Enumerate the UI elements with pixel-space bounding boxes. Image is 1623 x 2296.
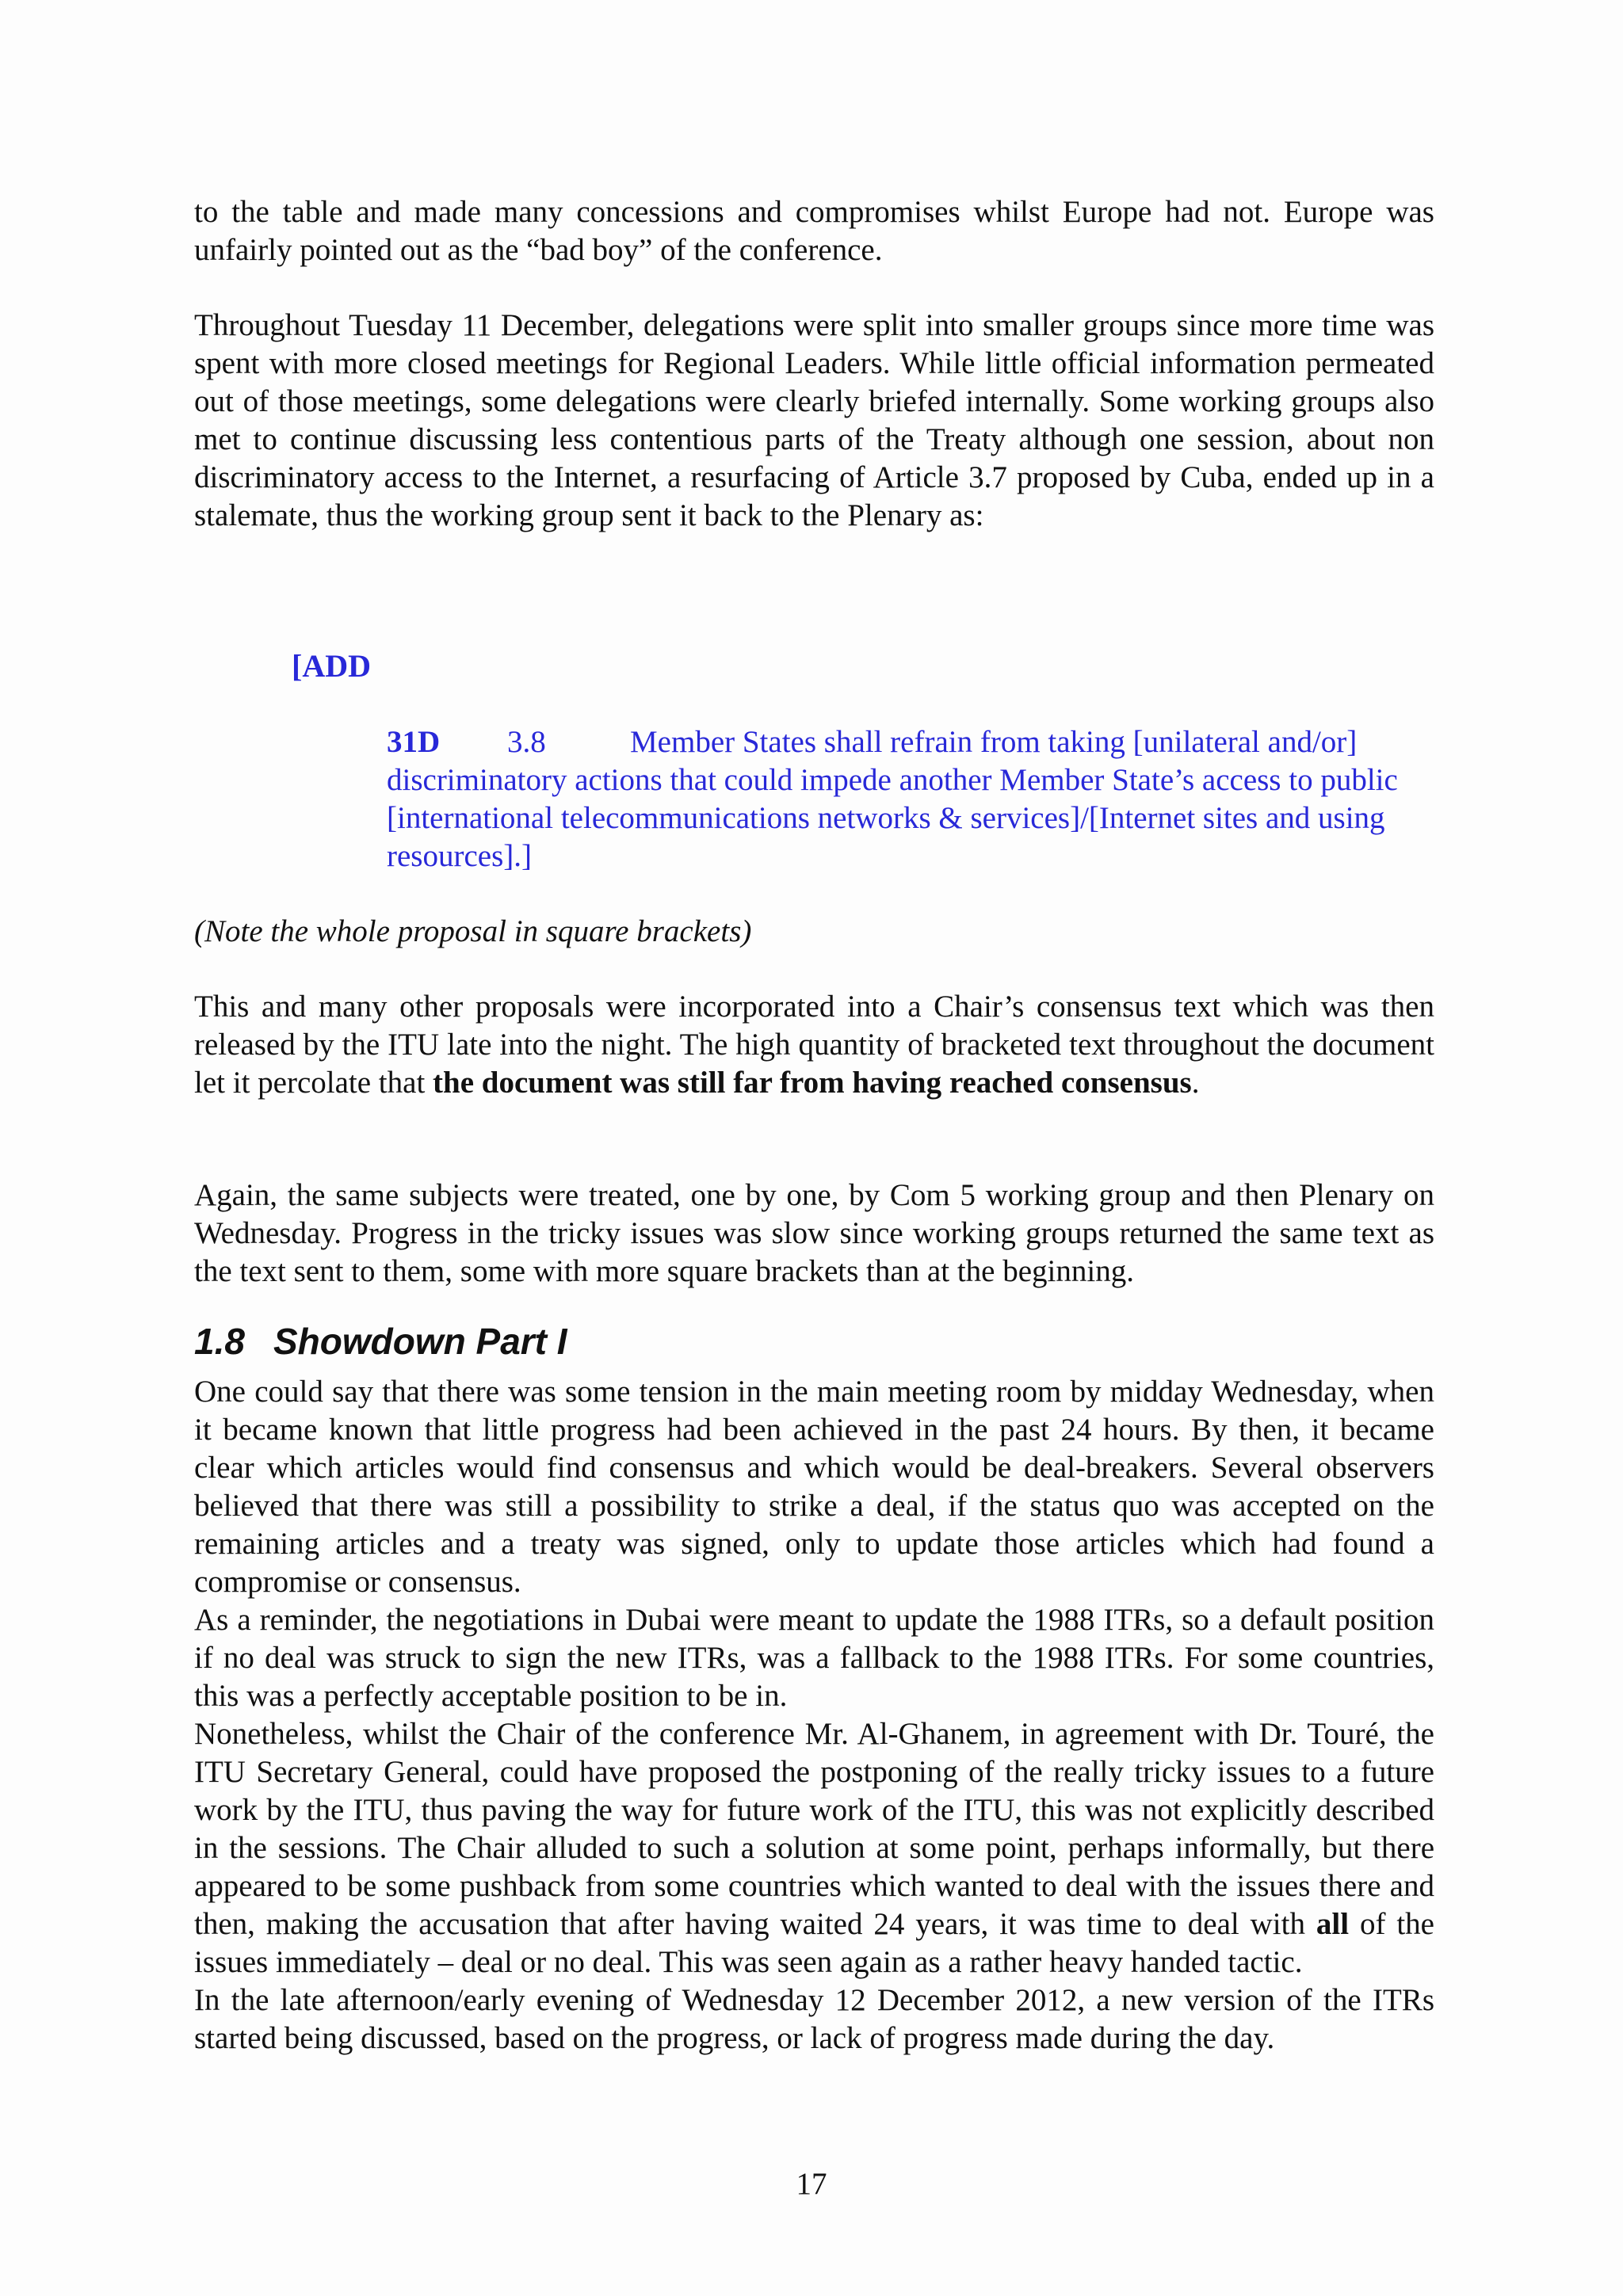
paragraph-text: . (1191, 1066, 1200, 1100)
proposal-provision (387, 723, 1409, 875)
section-heading (194, 1319, 567, 1363)
paragraph-text: Nonetheless, whilst the Chair of the conference Mr. Al-Ghanem, in agreement with Dr. Touré, the ITU Secretary General, could have proposed the postponing of the really tricky issues to a future work by the ITU, thus paving the way for future work of the ITU, this was not explicitly described in the sessions. The Chair alluded to such a solution at some point, perhaps informally, but there appeared to be some pushback from some countries which wanted to deal with the issues there and then, making the accusation that after having waited 24 years, it was time to deal with (194, 1717, 1434, 1941)
paragraph-text: This and many other proposals were incorporated into a Chair’s consensus text which was then released by the ITU late into the night. The high quantity of bracketed text throughout the document let it percolate that (194, 990, 1434, 1100)
paragraph-wednesday-progress: Again, the same subjects were treated, one by one, by Com 5 working group and then Plenary on Wednesday. Progress in the tricky issues was slow since working groups returned the same text as the text sent to them, some with more square brackets than at the beginning. (194, 1178, 1434, 1288)
section-number: 1.8 (194, 1321, 245, 1362)
emphasis-text: the document was still far from having reached consensus (433, 1066, 1192, 1100)
proposal-add-tag: [ADD (292, 648, 371, 684)
paragraph-tension: One could say that there was some tension in the main meeting room by midday Wednesday, when it became known that little progress had been achieved in the past 24 hours. By then, it became clear which articles would find consensus and which would be deal-breakers. Several observers believed that there was still a possibility to strike a deal, if the status quo was accepted on the remaining articles and a treaty was signed, only to update those articles which had found a compromise or consensus. (194, 1375, 1434, 1599)
paragraph-tuesday-meetings: Throughout Tuesday 11 December, delegations were split into smaller groups since more time was spent with more closed meetings for Regional Leaders. While little official information permeated out of those meetings, some delegations were clearly briefed internally. Some working groups also met to continue discussing less contentious parts of the Treaty although one session, about non discriminatory access to the Internet, a resurfacing of Article 3.7 proposed by Cuba, ended up in a stalemate, thus the working group sent it back to the Plenary as: (194, 308, 1434, 532)
paragraph-intro: to the table and made many concessions and compromises whilst Europe had not. Europe was unfairly pointed out as the “bad boy” of the conference. (194, 195, 1434, 267)
page-number: 17 (796, 2167, 827, 2201)
paragraph-chair-consensus-text (194, 988, 1434, 1102)
paragraph-new-version: In the late afternoon/early evening of Wednesday 12 December 2012, a new version of the ITRs started being discussed, based on the progress, or lack of progress made during the day. (194, 1983, 1434, 2055)
paragraph-text: of the issues immediately – deal or no deal. This was seen again as a rather heavy handed tactic. (194, 1907, 1434, 1979)
emphasis-text: all (1316, 1907, 1350, 1941)
section-body (194, 1373, 1434, 2058)
article-number: 3.8 (507, 725, 546, 759)
proposal-note: (Note the whole proposal in square brackets) (194, 914, 752, 948)
section-title: Showdown Part I (273, 1321, 567, 1362)
provision-text: Member States shall refrain from taking [unilateral and/or] discriminatory actions that could impede another Member State’s access to public [international telecommunications networks & services]/[Internet sites and using resources].] (387, 725, 1398, 873)
provision-number: 31D (387, 725, 441, 759)
paragraph-chair-proposal (194, 1715, 1434, 1981)
paragraph-reminder: As a reminder, the negotiations in Dubai were meant to update the 1988 ITRs, so a default position if no deal was struck to sign the new ITRs, was a fallback to the 1988 ITRs. For some countries, this was a perfectly acceptable position to be in. (194, 1603, 1434, 1713)
